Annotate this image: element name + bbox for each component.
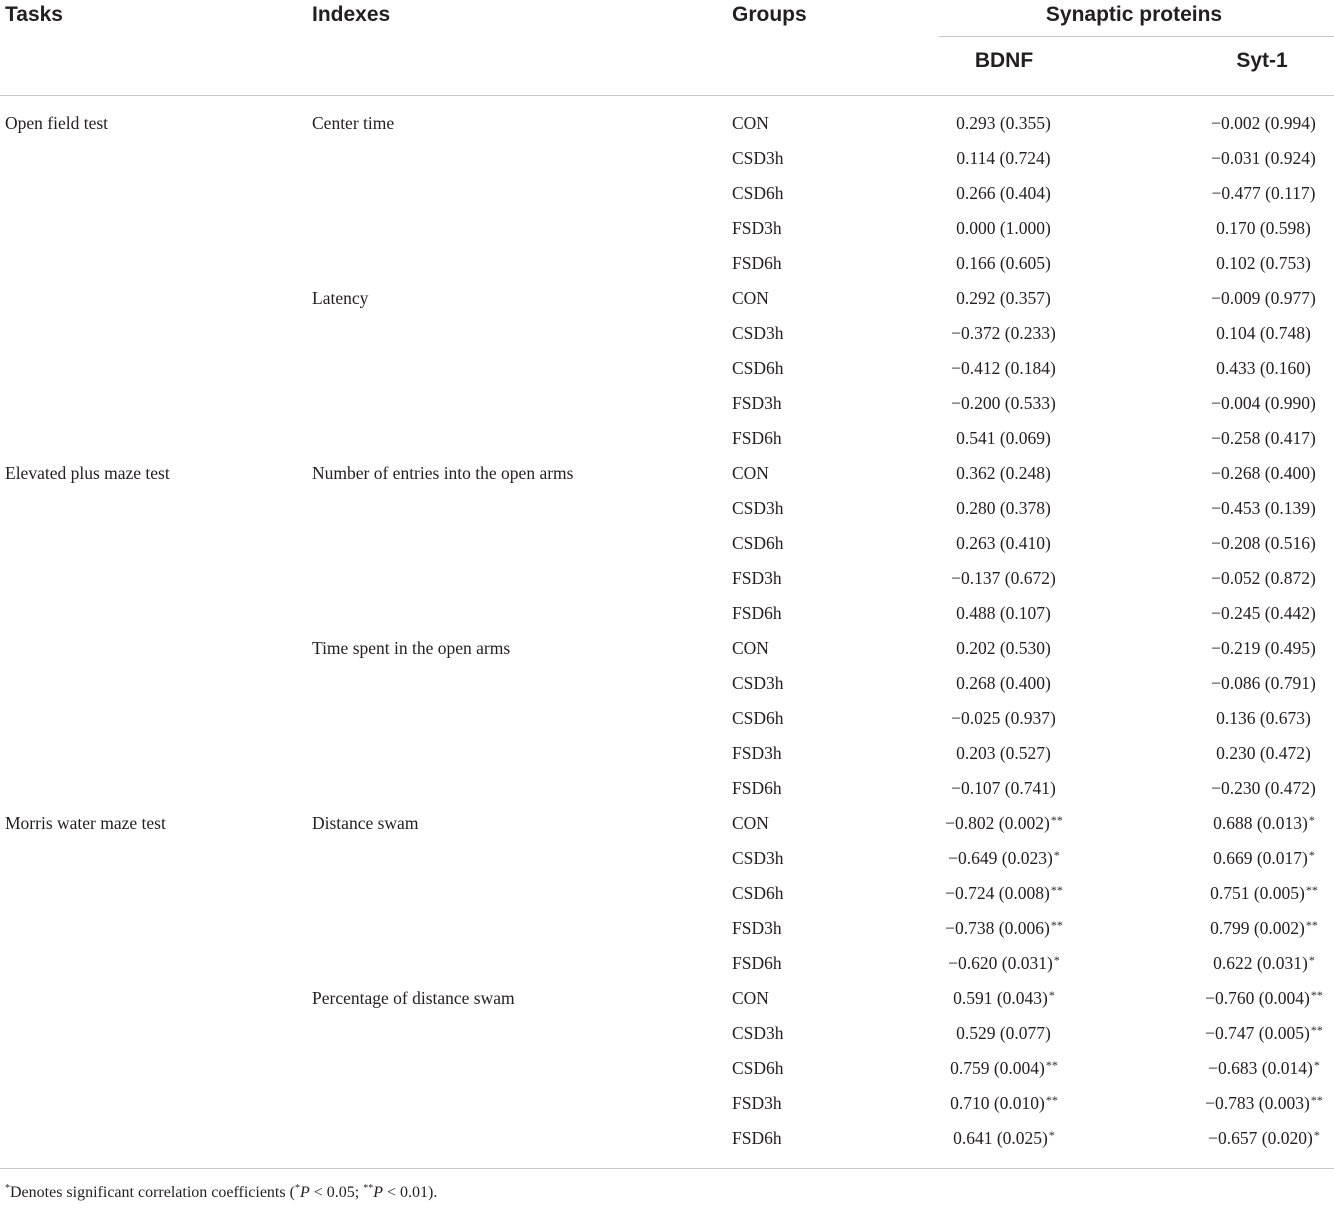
cell-bdnf-text: −0.025 (0.937) xyxy=(951,708,1056,728)
cell-group-text: CSD6h xyxy=(732,533,784,553)
cell-syt1-text: −0.086 (0.791) xyxy=(1211,673,1316,693)
table-row xyxy=(0,213,1334,248)
cell-index-text: Distance swam xyxy=(312,813,419,833)
cell-syt1-text: 0.622 (0.031) xyxy=(1213,953,1308,973)
significance-mark: * xyxy=(1308,953,1315,967)
table-row xyxy=(0,353,1334,388)
significance-mark: * xyxy=(1053,848,1060,862)
table-row xyxy=(0,808,1334,843)
cell-syt1 xyxy=(1211,533,1317,554)
cell-syt1-text: 0.688 (0.013) xyxy=(1213,813,1308,833)
cell-group-text: CSD3h xyxy=(732,673,784,693)
cell-bdnf-text: 0.000 (1.000) xyxy=(956,218,1051,238)
footnote-text-1: Denotes significant correlation coefficients ( xyxy=(10,1184,295,1201)
table-row xyxy=(0,318,1334,353)
cell-syt1-text: 0.230 (0.472) xyxy=(1216,743,1311,763)
cell-bdnf-text: 0.202 (0.530) xyxy=(956,638,1051,658)
cell-syt1-text: 0.751 (0.005) xyxy=(1210,883,1305,903)
cell-syt1 xyxy=(1211,148,1317,169)
cell-syt1 xyxy=(1213,848,1315,869)
cell-bdnf xyxy=(956,113,1052,134)
cell-syt1-text: −0.245 (0.442) xyxy=(1211,603,1316,623)
significance-mark: ** xyxy=(1310,988,1323,1002)
table-row xyxy=(0,1018,1334,1053)
significance-mark: * xyxy=(1313,1128,1320,1142)
cell-syt1-text: −0.258 (0.417) xyxy=(1211,428,1316,448)
cell-task-text: Morris water maze test xyxy=(5,813,166,833)
cell-bdnf xyxy=(956,638,1052,659)
cell-group xyxy=(732,673,784,694)
cell-index-text: Time spent in the open arms xyxy=(312,638,511,658)
table-row xyxy=(0,1123,1334,1158)
cell-syt1 xyxy=(1216,323,1312,344)
cell-group xyxy=(732,708,784,729)
cell-index xyxy=(312,813,418,834)
cell-syt1 xyxy=(1211,288,1317,309)
significance-mark: ** xyxy=(1050,918,1063,932)
table-row xyxy=(0,703,1334,738)
cell-bdnf xyxy=(953,1128,1055,1149)
cell-bdnf xyxy=(956,253,1052,274)
table-row xyxy=(0,423,1334,458)
cell-bdnf-text: 0.280 (0.378) xyxy=(956,498,1051,518)
cell-syt1 xyxy=(1216,743,1312,764)
cell-syt1 xyxy=(1216,218,1312,239)
cell-group-text: CSD3h xyxy=(732,848,784,868)
cell-group xyxy=(732,358,784,379)
cell-group xyxy=(732,183,784,204)
cell-index xyxy=(312,638,510,659)
cell-group xyxy=(732,848,784,869)
cell-syt1-text: −0.009 (0.977) xyxy=(1211,288,1316,308)
cell-syt1 xyxy=(1211,463,1317,484)
cell-bdnf xyxy=(953,988,1055,1009)
cell-bdnf-text: −0.372 (0.233) xyxy=(951,323,1056,343)
cell-group-text: FSD6h xyxy=(732,428,782,448)
cell-syt1-text: −0.657 (0.020) xyxy=(1208,1128,1313,1148)
footnote-mark: * xyxy=(5,1183,10,1194)
cell-group-text: CSD3h xyxy=(732,148,784,168)
table-row xyxy=(0,143,1334,178)
table-row xyxy=(0,948,1334,983)
cell-group xyxy=(732,533,784,554)
header-tasks: Tasks xyxy=(5,3,63,26)
cell-syt1 xyxy=(1211,183,1316,204)
cell-syt1 xyxy=(1216,253,1312,274)
cell-index xyxy=(312,463,573,484)
cell-syt1-text: 0.102 (0.753) xyxy=(1216,253,1311,273)
cell-syt1-text: 0.170 (0.598) xyxy=(1216,218,1311,238)
cell-group-text: CON xyxy=(732,463,769,483)
header-sub-rule xyxy=(939,36,1334,37)
cell-group xyxy=(732,288,769,309)
significance-mark: ** xyxy=(1045,1058,1058,1072)
cell-bdnf-text: 0.292 (0.357) xyxy=(956,288,1051,308)
cell-bdnf-text: 0.114 (0.724) xyxy=(956,148,1051,168)
cell-group xyxy=(732,778,782,799)
cell-bdnf xyxy=(950,1058,1058,1079)
table-row xyxy=(0,458,1334,493)
table-row xyxy=(0,563,1334,598)
cell-index xyxy=(312,288,368,309)
significance-mark: * xyxy=(1308,813,1315,827)
cell-syt1-text: 0.799 (0.002) xyxy=(1210,918,1305,938)
header-groups: Groups xyxy=(732,3,807,26)
cell-group xyxy=(732,1128,782,1149)
cell-bdnf-text: −0.200 (0.533) xyxy=(951,393,1056,413)
cell-bdnf xyxy=(945,813,1063,834)
table-row xyxy=(0,913,1334,948)
cell-syt1-text: 0.104 (0.748) xyxy=(1216,323,1311,343)
cell-group-text: CSD6h xyxy=(732,1058,784,1078)
significance-mark: * xyxy=(1053,953,1060,967)
cell-bdnf-text: −0.412 (0.184) xyxy=(951,358,1056,378)
cell-bdnf xyxy=(956,463,1052,484)
cell-bdnf xyxy=(956,218,1052,239)
cell-bdnf xyxy=(951,568,1057,589)
cell-group-text: CSD3h xyxy=(732,498,784,518)
cell-bdnf-text: 0.362 (0.248) xyxy=(956,463,1051,483)
cell-group-text: FSD6h xyxy=(732,603,782,623)
cell-group-text: FSD3h xyxy=(732,1093,782,1113)
cell-syt1 xyxy=(1213,953,1315,974)
cell-group xyxy=(732,953,782,974)
table-row xyxy=(0,773,1334,808)
cell-bdnf-text: 0.541 (0.069) xyxy=(956,428,1051,448)
cell-bdnf-text: 0.268 (0.400) xyxy=(956,673,1051,693)
cell-bdnf xyxy=(956,148,1051,169)
table-row xyxy=(0,178,1334,213)
cell-bdnf xyxy=(948,848,1060,869)
cell-bdnf-text: −0.649 (0.023) xyxy=(948,848,1053,868)
cell-syt1 xyxy=(1208,1128,1320,1149)
cell-syt1-text: −0.268 (0.400) xyxy=(1211,463,1316,483)
table-row xyxy=(0,528,1334,563)
cell-bdnf xyxy=(951,778,1057,799)
cell-bdnf-text: 0.263 (0.410) xyxy=(956,533,1051,553)
cell-task-text: Elevated plus maze test xyxy=(5,463,170,483)
cell-group xyxy=(732,1093,782,1114)
table-row xyxy=(0,598,1334,633)
table-row xyxy=(0,668,1334,703)
table-row xyxy=(0,283,1334,318)
cell-syt1-text: −0.031 (0.924) xyxy=(1211,148,1316,168)
cell-bdnf-text: 0.759 (0.004) xyxy=(950,1058,1045,1078)
cell-syt1 xyxy=(1213,813,1315,834)
footnote-p-1: P xyxy=(299,1184,310,1201)
table-row xyxy=(0,843,1334,878)
cell-group-text: CSD3h xyxy=(732,323,784,343)
cell-group xyxy=(732,743,782,764)
significance-mark: ** xyxy=(1310,1093,1323,1107)
cell-group-text: CON xyxy=(732,813,769,833)
significance-mark: ** xyxy=(1045,1093,1058,1107)
cell-syt1-text: −0.052 (0.872) xyxy=(1211,568,1316,588)
cell-bdnf xyxy=(951,323,1057,344)
cell-index-text: Center time xyxy=(312,113,395,133)
cell-task xyxy=(5,463,170,484)
cell-index-text: Latency xyxy=(312,288,369,308)
significance-mark: ** xyxy=(1305,918,1318,932)
cell-syt1 xyxy=(1210,883,1318,904)
cell-bdnf xyxy=(948,953,1060,974)
cell-index xyxy=(312,988,515,1009)
footnote xyxy=(5,1183,437,1202)
cell-bdnf-text: −0.738 (0.006) xyxy=(945,918,1050,938)
cell-group-text: CON xyxy=(732,113,769,133)
cell-syt1 xyxy=(1211,603,1317,624)
cell-group-text: FSD3h xyxy=(732,568,782,588)
cell-bdnf xyxy=(951,358,1057,379)
cell-bdnf-text: 0.293 (0.355) xyxy=(956,113,1051,133)
cell-bdnf xyxy=(956,183,1052,204)
table-row xyxy=(0,493,1334,528)
cell-bdnf xyxy=(956,288,1052,309)
cell-syt1 xyxy=(1205,1093,1323,1114)
cell-bdnf xyxy=(956,428,1052,449)
cell-syt1 xyxy=(1216,708,1312,729)
cell-group xyxy=(732,498,784,519)
cell-syt1-text: −0.219 (0.495) xyxy=(1211,638,1316,658)
significance-mark: ** xyxy=(1050,813,1063,827)
cell-syt1-text: −0.453 (0.139) xyxy=(1211,498,1316,518)
cell-syt1 xyxy=(1211,498,1317,519)
table-row xyxy=(0,878,1334,913)
significance-mark: * xyxy=(1308,848,1315,862)
cell-group xyxy=(732,1058,784,1079)
cell-task xyxy=(5,813,166,834)
footnote-p-2: P xyxy=(373,1184,383,1201)
significance-mark: ** xyxy=(1310,1023,1323,1037)
cell-syt1 xyxy=(1211,393,1317,414)
cell-group-text: FSD6h xyxy=(732,953,782,973)
cell-bdnf xyxy=(945,883,1063,904)
cell-group-text: FSD3h xyxy=(732,218,782,238)
cell-bdnf xyxy=(956,1023,1052,1044)
cell-group-text: CSD3h xyxy=(732,1023,784,1043)
cell-syt1 xyxy=(1211,638,1317,659)
cell-bdnf xyxy=(951,708,1057,729)
cell-group xyxy=(732,428,782,449)
cell-syt1 xyxy=(1211,673,1317,694)
cell-syt1-text: −0.760 (0.004) xyxy=(1205,988,1310,1008)
table-row xyxy=(0,1053,1334,1088)
cell-bdnf-text: −0.724 (0.008) xyxy=(945,883,1050,903)
significance-mark: ** xyxy=(1050,883,1063,897)
cell-syt1 xyxy=(1205,988,1323,1009)
cell-group-text: FSD3h xyxy=(732,393,782,413)
header-bdnf: BDNF xyxy=(974,49,1034,72)
cell-syt1 xyxy=(1205,1023,1323,1044)
cell-group xyxy=(732,1023,784,1044)
table-row xyxy=(0,633,1334,668)
cell-group xyxy=(732,253,782,274)
cell-group-text: CSD6h xyxy=(732,183,784,203)
cell-bdnf-text: 0.203 (0.527) xyxy=(956,743,1051,763)
header-syt1: Syt-1 xyxy=(1236,49,1288,72)
cell-syt1-text: −0.208 (0.516) xyxy=(1211,533,1316,553)
cell-group-text: CON xyxy=(732,638,769,658)
cell-bdnf-text: 0.166 (0.605) xyxy=(956,253,1051,273)
cell-syt1 xyxy=(1211,778,1317,799)
cell-group xyxy=(732,463,769,484)
header-synaptic-proteins: Synaptic proteins xyxy=(1045,3,1223,26)
cell-bdnf-text: −0.107 (0.741) xyxy=(951,778,1056,798)
significance-mark: * xyxy=(1048,988,1055,1002)
footnote-star-1: * xyxy=(294,1183,300,1194)
cell-syt1-text: −0.477 (0.117) xyxy=(1211,183,1316,203)
header-indexes: Indexes xyxy=(312,3,391,26)
cell-syt1-text: 0.669 (0.017) xyxy=(1213,848,1308,868)
cell-bdnf xyxy=(950,1093,1058,1114)
cell-group xyxy=(732,218,782,239)
table-row xyxy=(0,388,1334,423)
cell-group-text: CON xyxy=(732,288,769,308)
cell-bdnf-text: 0.641 (0.025) xyxy=(953,1128,1048,1148)
footer-rule xyxy=(0,1168,1334,1169)
cell-index-text: Percentage of distance swam xyxy=(312,988,515,1008)
cell-group xyxy=(732,638,769,659)
table-body xyxy=(0,108,1334,1158)
cell-group xyxy=(732,918,782,939)
significance-mark: * xyxy=(1313,1058,1320,1072)
cell-syt1-text: 0.136 (0.673) xyxy=(1216,708,1311,728)
cell-bdnf-text: 0.710 (0.010) xyxy=(950,1093,1045,1113)
cell-syt1-text: −0.004 (0.990) xyxy=(1211,393,1316,413)
footnote-star-2: ** xyxy=(363,1183,374,1194)
cell-group xyxy=(732,883,784,904)
cell-group-text: FSD3h xyxy=(732,743,782,763)
cell-group xyxy=(732,568,782,589)
cell-syt1 xyxy=(1211,568,1317,589)
cell-group-text: FSD6h xyxy=(732,1128,782,1148)
cell-group-text: FSD6h xyxy=(732,778,782,798)
cell-bdnf xyxy=(956,603,1052,624)
table-row xyxy=(0,1088,1334,1123)
cell-bdnf-text: −0.620 (0.031) xyxy=(948,953,1053,973)
cell-index-text: Number of entries into the open arms xyxy=(312,463,574,483)
cell-bdnf xyxy=(951,393,1057,414)
cell-group-text: FSD6h xyxy=(732,253,782,273)
cell-syt1-text: −0.783 (0.003) xyxy=(1205,1093,1310,1113)
cell-syt1 xyxy=(1210,918,1318,939)
cell-index xyxy=(312,113,394,134)
table-row xyxy=(0,983,1334,1018)
cell-syt1-text: 0.433 (0.160) xyxy=(1216,358,1311,378)
cell-group xyxy=(732,813,769,834)
cell-bdnf xyxy=(956,498,1052,519)
cell-group xyxy=(732,148,784,169)
cell-group xyxy=(732,603,782,624)
cell-bdnf-text: 0.529 (0.077) xyxy=(956,1023,1051,1043)
footnote-text-3: < 0.01). xyxy=(382,1184,438,1201)
cell-group xyxy=(732,323,784,344)
cell-bdnf-text: −0.137 (0.672) xyxy=(951,568,1056,588)
cell-task-text: Open field test xyxy=(5,113,109,133)
cell-bdnf-text: −0.802 (0.002) xyxy=(945,813,1050,833)
cell-syt1-text: −0.683 (0.014) xyxy=(1208,1058,1313,1078)
cell-bdnf-text: 0.591 (0.043) xyxy=(953,988,1048,1008)
cell-syt1 xyxy=(1216,358,1312,379)
cell-group xyxy=(732,113,769,134)
cell-syt1-text: −0.230 (0.472) xyxy=(1211,778,1316,798)
cell-group xyxy=(732,988,769,1009)
cell-bdnf xyxy=(956,533,1052,554)
significance-mark: * xyxy=(1048,1128,1055,1142)
cell-bdnf xyxy=(945,918,1063,939)
cell-syt1-text: −0.747 (0.005) xyxy=(1205,1023,1310,1043)
cell-group xyxy=(732,393,782,414)
cell-syt1 xyxy=(1208,1058,1320,1079)
cell-syt1-text: −0.002 (0.994) xyxy=(1211,113,1316,133)
footnote-text-2: < 0.05; xyxy=(309,1184,364,1201)
table-row xyxy=(0,738,1334,773)
header-rule xyxy=(0,95,1334,96)
cell-group-text: CSD6h xyxy=(732,708,784,728)
cell-group-text: CSD6h xyxy=(732,883,784,903)
table-row xyxy=(0,248,1334,283)
cell-syt1 xyxy=(1211,428,1317,449)
table-row xyxy=(0,108,1334,143)
significance-mark: ** xyxy=(1305,883,1318,897)
cell-bdnf-text: 0.266 (0.404) xyxy=(956,183,1051,203)
cell-bdnf xyxy=(956,743,1052,764)
cell-bdnf xyxy=(956,673,1052,694)
cell-group-text: CON xyxy=(732,988,769,1008)
cell-syt1 xyxy=(1211,113,1317,134)
cell-group-text: CSD6h xyxy=(732,358,784,378)
cell-group-text: FSD3h xyxy=(732,918,782,938)
cell-bdnf-text: 0.488 (0.107) xyxy=(956,603,1051,623)
cell-task xyxy=(5,113,108,134)
